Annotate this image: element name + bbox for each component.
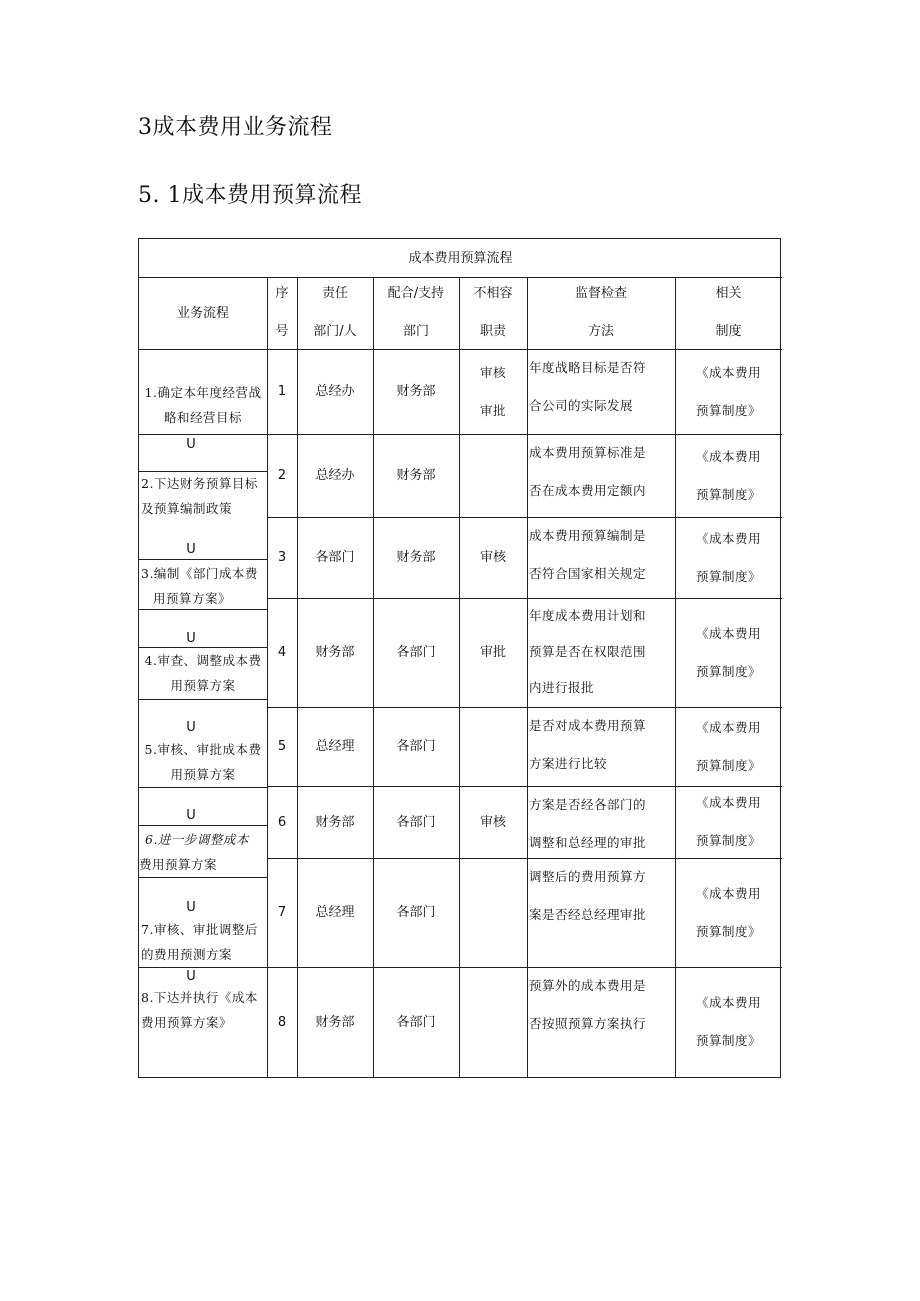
step-check [527,858,675,967]
flow-arrow: U [186,968,196,984]
flow-step-5 [139,737,267,787]
flow-step-3-line1: 3.编制《部门成本费 [141,566,258,581]
header-coop-line1: 配合/支持 [387,286,445,301]
step-rel-line1: 《成本费用 [695,364,761,380]
section-heading: 3成本费用业务流程 [138,115,333,140]
step-rel-line1: 《成本费用 [695,719,761,735]
step-incomp [459,434,527,517]
step-rel-line2: 预算制度》 [695,568,761,584]
flow-step-5-line2: 用预算方案 [170,767,236,782]
step-number: 7 [277,905,287,920]
step-number: 3 [277,550,287,565]
step-incomp [459,858,527,967]
flow-step-4-line2: 用预算方案 [170,678,236,693]
header-rel-line1: 相关 [715,286,742,301]
header-resp-line1: 责任 [321,286,348,301]
header-rel-line2: 制度 [715,324,742,339]
flow-line [139,559,267,560]
step-resp: 总经办 [315,384,355,399]
header-flow: 业务流程 [176,305,229,321]
step-rel [675,517,782,598]
header-check [527,277,675,349]
step-check [527,349,675,434]
step-rel [675,786,782,858]
step-number: 8 [277,1014,287,1030]
step-rel-line1: 《成本费用 [695,625,761,641]
step-incomp-line1: 审核 [479,364,506,380]
step-rel-line2: 预算制度》 [695,833,761,848]
step-resp: 财务部 [315,645,355,660]
step-rel-line1: 《成本费用 [695,995,761,1010]
flow-step-7-line2: 的费用预测方案 [141,947,233,962]
step-check-line2: 否按照预算方案执行 [529,1016,647,1031]
header-resp-line2: 部门/人 [313,324,357,339]
step-rel [675,434,782,517]
header-incomp-line1: 不相容 [473,286,513,301]
header-resp [297,277,373,349]
flow-line [139,787,267,788]
step-check-line3: 内进行报批 [529,680,595,695]
step-resp: 总经办 [315,468,355,483]
step-rel-line1: 《成本费用 [695,530,761,546]
step-incomp [459,967,527,1077]
step-check-line1: 调整后的费用预算方 [529,869,647,884]
flow-step-4-line1: 4.审查、调整成本费 [144,653,262,668]
step-number: 1 [277,384,287,399]
step-rel-line2: 预算制度》 [695,402,761,418]
step-coop: 财务部 [396,384,436,399]
header-rel [675,277,782,349]
step-coop: 各部门 [396,645,436,660]
flow-step-1-line2: 略和经营目标 [163,410,242,425]
step-check-line2: 合公司的实际发展 [529,398,634,413]
flow-line [139,877,267,878]
step-check-line2: 否在成本费用定额内 [529,483,647,498]
flow-arrow: U [186,807,196,823]
step-check-line2: 调整和总经理的审批 [529,835,647,850]
step-check [527,434,675,517]
step-check [527,598,675,707]
step-rel-line1: 《成本费用 [695,448,761,464]
step-resp: 财务部 [315,814,355,830]
step-rel-line1: 《成本费用 [695,885,761,901]
step-number: 2 [277,468,287,483]
flow-step-2-line2: 及预算编制政策 [141,501,233,516]
header-check-line1: 监督检查 [574,286,627,301]
flow-step-2-line1: 2.下达财务预算目标 [141,476,258,491]
step-incomp-line2: 审批 [479,402,506,418]
flow-step-5-line1: 5.审核、审批成本费 [144,742,262,757]
step-rel-line2: 预算制度》 [695,663,761,679]
budget-process-table [138,238,781,1078]
header-incomp-line2: 职责 [479,324,506,339]
step-rel-line2: 预算制度》 [695,486,761,502]
step-number: 4 [277,645,287,660]
flow-line [139,825,267,826]
step-incomp: 审核 [479,814,506,830]
step-rel-line1: 《成本费用 [695,795,761,810]
step-coop: 各部门 [396,814,436,830]
flow-arrow: U [186,436,196,452]
header-seq-line1: 序 [275,286,289,301]
step-resp: 总经理 [315,905,355,920]
header-check-line2: 方法 [587,324,614,339]
step-rel-line2: 预算制度》 [695,1033,761,1048]
step-check-line1: 成本费用预算标准是 [529,445,647,460]
step-incomp: 审核 [479,550,506,565]
step-rel [675,967,782,1077]
step-check-line2: 预算是否在权限范围 [529,644,647,659]
flow-step-3-line2: 用预算方案》 [153,591,232,606]
flow-arrow: U [186,719,196,735]
flow-step-7 [139,917,267,967]
flow-step-6-line1: 6.进一步调整成本 [145,832,249,847]
step-coop: 各部门 [396,739,436,754]
step-incomp: 审批 [479,645,506,660]
step-coop: 财务部 [396,550,436,565]
table-title: 成本费用预算流程 [408,250,513,266]
flow-step-6 [139,827,267,877]
header-coop-line2: 部门 [402,324,429,339]
header-incomp [459,277,527,349]
step-check-line1: 年度成本费用计划和 [529,608,647,623]
flow-step-2 [139,471,267,523]
flow-arrow: U [186,899,196,915]
flow-step-8-line2: 费用预算方案》 [141,1015,233,1030]
header-coop [373,277,459,349]
step-resp: 财务部 [315,1014,355,1030]
flow-step-8-line1: 8.下达并执行《成本 [141,990,258,1005]
flow-step-4 [139,647,267,699]
step-check-line1: 预算外的成本费用是 [529,978,647,993]
flow-step-1 [139,379,267,431]
step-rel-line2: 预算制度》 [695,757,761,773]
step-coop: 各部门 [396,1014,436,1030]
flow-step-7-line1: 7.审核、审批调整后 [141,922,258,937]
flow-step-8 [139,985,267,1035]
step-check [527,967,675,1077]
step-resp: 总经理 [315,739,355,754]
step-incomp [459,707,527,786]
step-coop: 各部门 [396,905,436,920]
step-check [527,786,675,858]
step-number: 5 [277,739,287,754]
header-seq [267,277,297,349]
step-rel [675,598,782,707]
step-check-line1: 方案是否经各部门的 [529,797,647,812]
subsection-heading: 5. 1成本费用预算流程 [138,183,362,208]
step-coop: 财务部 [396,468,436,483]
step-rel-line2: 预算制度》 [695,923,761,939]
flow-step-3 [139,561,267,611]
step-resp: 各部门 [315,550,355,565]
flow-step-6-line2: 费用预算方案 [139,857,218,872]
header-seq-line2: 号 [275,324,289,339]
step-check-line1: 年度战略目标是否符 [529,360,647,375]
step-check [527,517,675,598]
step-number: 6 [277,814,287,830]
step-check [527,707,675,786]
flow-line [139,699,267,700]
step-check-line2: 案是否经总经理审批 [529,907,647,922]
step-check-line1: 成本费用预算编制是 [529,528,647,543]
step-rel [675,707,782,786]
flow-arrow: U [186,541,196,557]
step-check-line2: 方案进行比较 [529,756,608,771]
flow-step-1-line1: 1.确定本年度经营战 [144,385,262,400]
step-rel [675,858,782,967]
step-check-line2: 否符合国家相关规定 [529,566,647,581]
step-check-line1: 是否对成本费用预算 [529,718,647,733]
step-rel [675,349,782,434]
step-incomp [459,349,527,434]
flow-arrow: U [186,630,196,646]
